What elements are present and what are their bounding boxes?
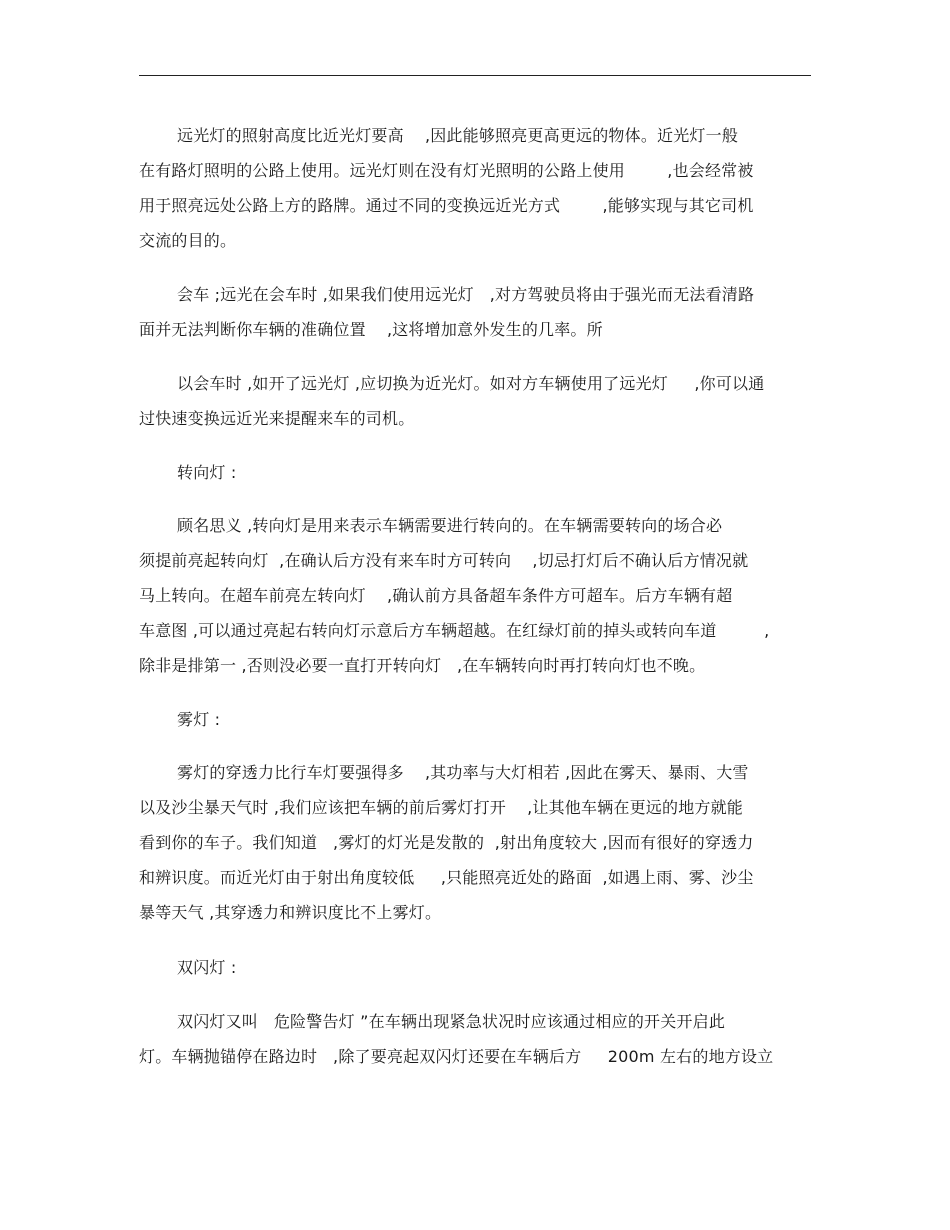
text-line: 马上转向。在超车前亮左转向灯 ,确认前方具备超车条件方可超车。后方车辆有超 <box>139 586 733 605</box>
text-line: 灯。车辆抛锚停在路边时 ,除了要亮起双闪灯还要在车辆后方 200m 左右的地方设立 <box>139 1047 774 1066</box>
text-line: 会车 ;远光在会车时 ,如果我们使用远光灯 ,对方驾驶员将由于强光而无法看清路 <box>177 285 755 304</box>
text-line: 除非是排第一 ,否则没必要一直打开转向灯 ,在车辆转向时再打转向灯也不晚。 <box>139 656 706 675</box>
text-line: 过快速变换远近光来提醒来车的司机。 <box>139 409 415 428</box>
text-line: 双闪灯又叫 危险警告灯 ”在车辆出现紧急状况时应该通过相应的开关开启此 <box>177 1012 726 1031</box>
text-line: 交流的目的。 <box>139 231 237 250</box>
text-line: 以及沙尘暴天气时 ,我们应该把车辆的前后雾灯打开 ,让其他车辆在更远的地方就能 <box>139 798 744 817</box>
section-heading: 雾灯 : <box>177 710 221 729</box>
text-line: 暴等天气 ,其穿透力和辨识度比不上雾灯。 <box>139 903 442 922</box>
section-heading: 转向灯 : <box>177 463 237 482</box>
text-line: 以会车时 ,如开了远光灯 ,应切换为近光灯。如对方车辆使用了远光灯 ,你可以通 <box>177 374 765 393</box>
text-line: 用于照亮远处公路上方的路牌。通过不同的变换远近光方式 ,能够实现与其它司机 <box>139 196 754 215</box>
section-heading: 双闪灯 : <box>177 958 237 977</box>
text-line: 面并无法判断你车辆的准确位置 ,这将增加意外发生的几率。所 <box>139 320 603 339</box>
text-line: 雾灯的穿透力比行车灯要强得多 ,其功率与大灯相若 ,因此在雾天、暴雨、大雪 <box>177 763 749 782</box>
text-line: 在有路灯照明的公路上使用。远光灯则在没有灯光照明的公路上使用 ,也会经常被 <box>139 161 754 180</box>
text-line: 远光灯的照射高度比近光灯要高 ,因此能够照亮更高更远的物体。近光灯一般 <box>177 126 739 145</box>
text-line: 顾名思义 ,转向灯是用来表示车辆需要进行转向的。在车辆需要转向的场合必 <box>177 516 723 535</box>
text-line: 和辨识度。而近光灯由于射出角度较低 ,只能照亮近处的路面 ,如遇上雨、雾、沙尘 <box>139 868 754 887</box>
text-line: 须提前亮起转向灯 ,在确认后方没有来车时方可转向 ,切忌打灯后不确认后方情况就 <box>139 551 749 570</box>
header-rule <box>139 75 811 76</box>
text-line: 看到你的车子。我们知道 ,雾灯的灯光是发散的 ,射出角度较大 ,因而有很好的穿透力 <box>139 833 754 852</box>
text-line: 车意图 ,可以通过亮起右转向灯示意后方车辆超越。在红绿灯前的掉头或转向车道 , <box>139 621 770 640</box>
